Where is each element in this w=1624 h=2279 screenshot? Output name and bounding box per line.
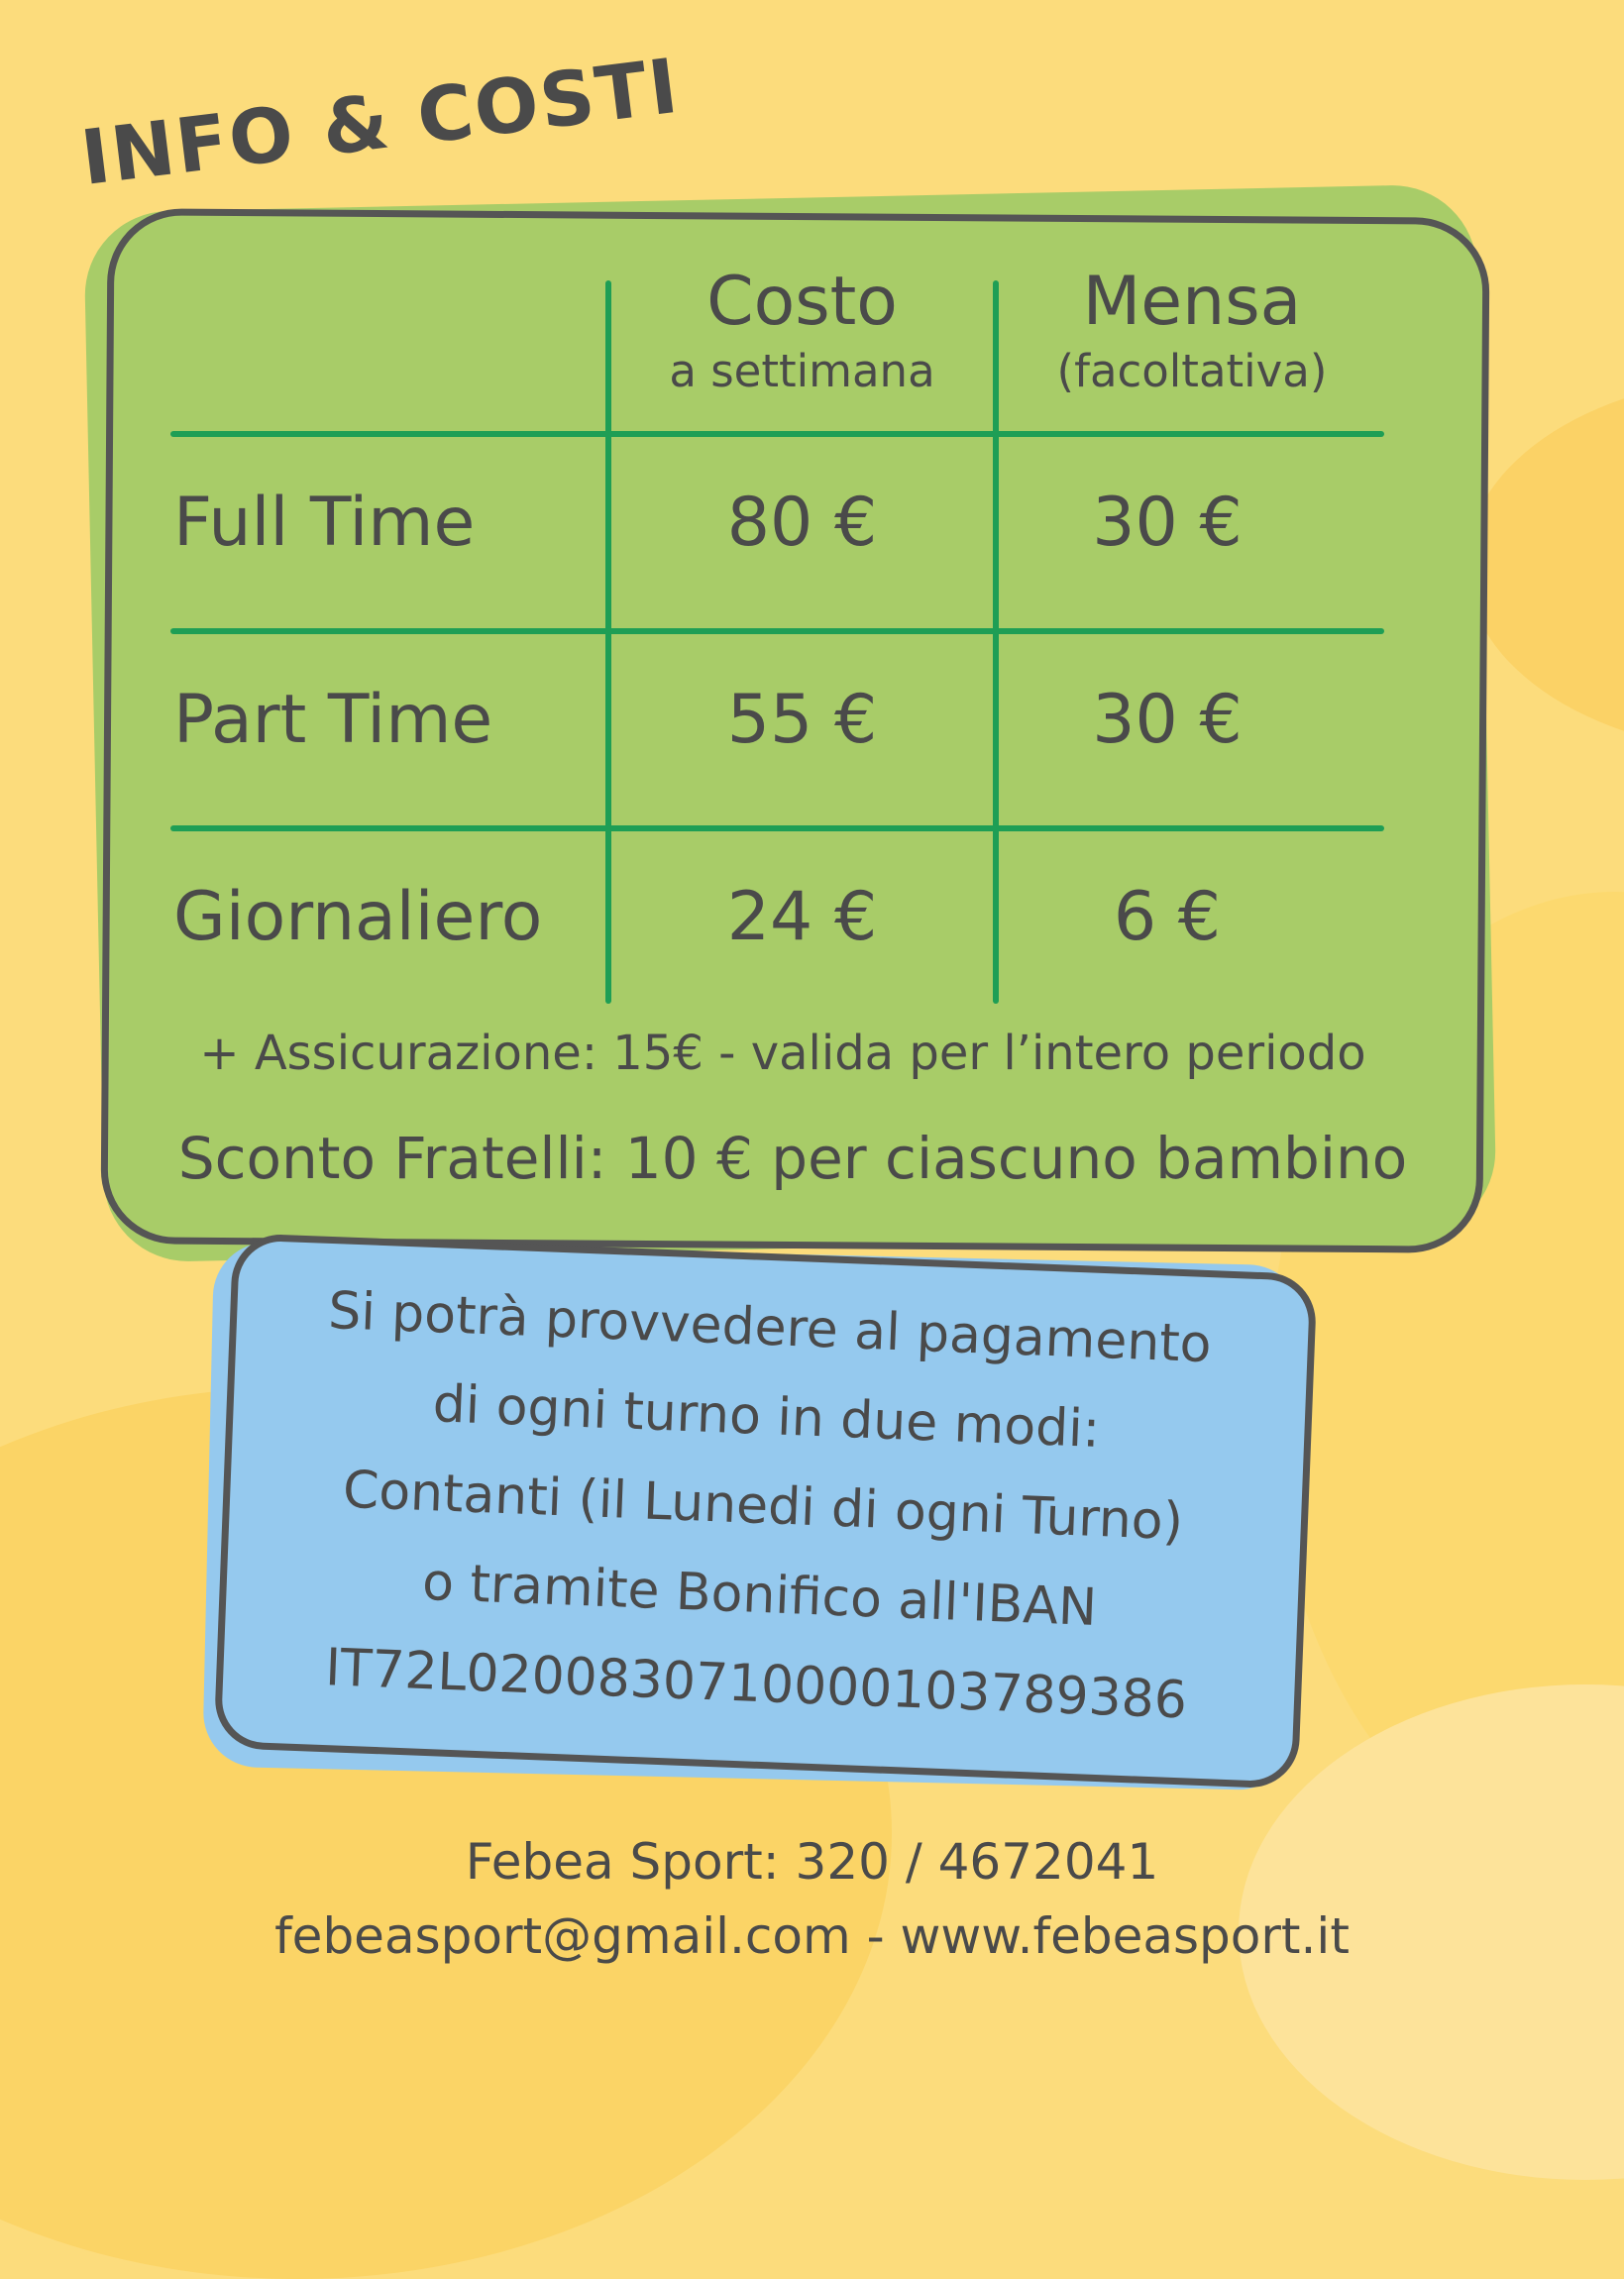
column-header-costo: Costo xyxy=(706,263,898,341)
meal-cell: 6 € xyxy=(1113,878,1222,956)
payment-line: Si potrà provvedere al pagamento xyxy=(327,1281,1213,1375)
table-divider-horizontal xyxy=(170,431,1384,437)
table-divider-horizontal xyxy=(170,825,1384,831)
row-label: Full Time xyxy=(173,484,476,562)
insurance-note: + Assicurazione: 15€ - valida per l’intero periodo xyxy=(199,1026,1366,1081)
row-label: Giornaliero xyxy=(173,878,543,956)
row-label: Part Time xyxy=(173,681,493,759)
payment-line: o tramite Bonifico all'IBAN xyxy=(421,1552,1098,1638)
payment-line: di ogni turno in due modi: xyxy=(431,1374,1102,1460)
payment-line: Contanti (il Lunedi di ogni Turno) xyxy=(341,1460,1185,1553)
meal-cell: 30 € xyxy=(1092,681,1243,759)
sibling-discount-note: Sconto Fratelli: 10 € per ciascuno bambino xyxy=(177,1125,1408,1192)
table-divider-horizontal xyxy=(170,628,1384,634)
column-subheader-mensa: (facoltativa) xyxy=(1056,345,1328,397)
page-title: INFO & COSTI xyxy=(76,41,685,202)
cost-cell: 80 € xyxy=(726,484,878,562)
column-subheader-costo: a settimana xyxy=(669,345,935,397)
iban-text: IT72L0200830710000103789386 xyxy=(324,1638,1188,1731)
cost-cell: 55 € xyxy=(726,681,878,759)
payment-info xyxy=(220,1262,1306,1749)
contact-phone: Febea Sport: 320 / 4672041 xyxy=(465,1833,1159,1891)
column-header-mensa: Mensa xyxy=(1082,263,1302,341)
cost-cell: 24 € xyxy=(726,878,878,956)
background-blob xyxy=(1466,377,1624,753)
meal-cell: 30 € xyxy=(1092,484,1243,562)
contact-email-website: febeasport@gmail.com - www.febeasport.it xyxy=(274,1907,1350,1965)
